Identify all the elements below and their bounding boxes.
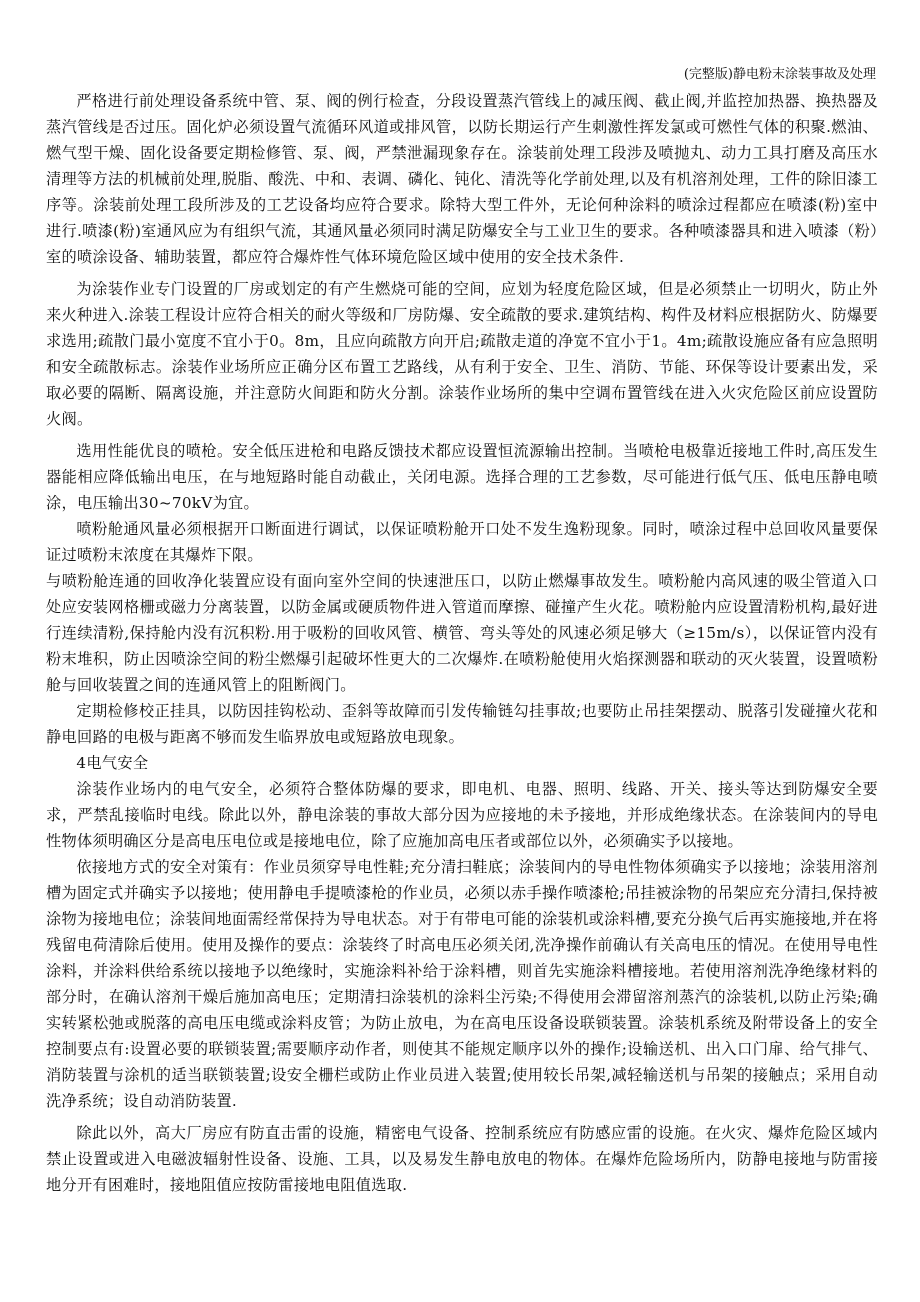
paragraph-spray-gun: 选用性能优良的喷枪。安全低压进枪和电路反馈技术都应设置恒流源输出控制。当喷枪电极靠近接地工件时,高压发生器能相应降低输出电压，在与地短路时能自动截止，关闭电源。选择合理的工艺参数，尽可能进行低气压、低电压静电喷涂，电压输出30~70kV为宜。 xyxy=(46,442,878,512)
page-header-title: (完整版)静电粉末涂装事故及处理 xyxy=(683,67,876,82)
paragraph-electrical-safety: 涂装作业场内的电气安全，必须符合整体防爆的要求，即电机、电器、照明、线路、开关、接头等达到防爆安全要求，严禁乱接临时电线。除此以外，静电涂装的事故大部分因为应接地的未予接地，并形成绝缘状态。在涂装间内的导电性物体须明确区分是高电压电位或是接地电位，除了应施加高电压者或部位以外，必须确实予以接地。 xyxy=(46,780,878,850)
paragraph-workshop-fire-safety: 为涂装作业专门设置的厂房或划定的有产生燃烧可能的空间，应划为轻度危险区域，但是必须禁止一切明火，防止外来火种进入.涂装工程设计应符合相关的耐火等级和厂房防爆、安全疏散的要求.建筑结构、构件及材料应根据防火、防爆要求选用;疏散门最小宽度不宜小于0。8m，且应向疏散方向开启;疏散走道的净宽不宜小于1。4m;疏散设施应备有应急照明和安全疏散标志。涂装作业场所应正确分区布置工艺路线，从有利于安全、卫生、消防、节能、环保等设计要素出发，采取必要的隔断、隔离设施，并注意防火间距和防火分割。涂装作业场所的集中空调布置管线在进入火灾危险区前应设置防火阀。 xyxy=(46,280,878,428)
paragraph-hanger-maintenance: 定期检修校正挂具，以防因挂钩松动、歪斜等故障而引发传输链勾挂事故;也要防止吊挂架摆动、脱落引发碰撞火花和静电回路的电极与距离不够而发生临界放电或短路放电现象。 xyxy=(46,702,878,746)
paragraph-booth-ventilation: 喷粉舱通风量必须根据开口断面进行调试，以保证喷粉舱开口处不发生逸粉现象。同时，喷涂过程中总回收风量要保证过喷粉末浓度在其爆炸下限。 xyxy=(46,520,878,564)
paragraph-lightning-protection: 除此以外，高大厂房应有防直击雷的设施，精密电气设备、控制系统应有防感应雷的设施。在火灾、爆炸危险区域内禁止设置或进入电磁波辐射性设备、设施、工具，以及易发生静电放电的物体。在爆炸危险场所内，防静电接地与防雷接地分开有困难时，接地阻值应按防雷接地电阻值选取. xyxy=(46,1124,878,1194)
paragraph-pretreatment: 严格进行前处理设备系统中管、泵、阀的例行检查，分段设置蒸汽管线上的减压阀、截止阀,并监控加热器、换热器及蒸汽管线是否过压。固化炉必须设置气流循环风道或排风管，以防长期运行产生刺激性挥发氯或可燃性气体的积聚.燃油、燃气型干燥、固化设备要定期检修管、泵、阀，严禁泄漏现象存在。涂装前处理工段涉及喷抛丸、动力工具打磨及高压水清理等方法的机械前处理,脱脂、酸洗、中和、表调、磷化、钝化、清洗等化学前处理,以及有机溶剂处理，工件的除旧漆工序等。涂装前处理工段所涉及的工艺设备均应符合要求。除特大型工件外，无论何种涂料的喷涂过程都应在喷漆(粉)室中进行.喷漆(粉)室通风应为有组织气流，其通风量必须同时满足防爆安全与工业卫生的要求。各种喷漆器具和进入喷漆（粉）室的喷涂设备、辅助装置，都应符合爆炸性气体环境危险区域中使用的安全技术条件. xyxy=(46,92,878,266)
document-body xyxy=(46,88,878,1198)
paragraph-grounding-measures: 依接地方式的安全对策有：作业员须穿导电性鞋;充分清扫鞋底；涂装间内的导电性物体须确实予以接地；涂装用溶剂槽为固定式并确实予以接地；使用静电手提喷漆枪的作业员，必须以赤手操作喷漆枪;吊挂被涂物的吊架应充分清扫,保持被涂物为接地电位；涂装间地面需经常保持为导电状态。对于有带电可能的涂装机或涂料槽,要充分换气后再实施接地,并在将残留电荷清除后使用。使用及操作的要点：涂装终了时高电压必须关闭,洗净操作前确认有关高电压的情况。在使用导电性涂料，并涂料供给系统以接地予以绝缘时，实施涂料补给于涂料槽，则首先实施涂料槽接地。若使用溶剂洗净绝缘材料的部分时，在确认溶剂干燥后施加高电压；定期清扫涂装机的涂料尘污染;不得使用会滞留溶剂蒸汽的涂装机,以防止污染;确实转紧松弛或脱落的高电压电缆或涂料皮管；为防止放电，为在高电压设备设联锁装置。涂装机系统及附带设备上的安全控制要点有:设置必要的联锁装置;需要顺序动作者，则使其不能规定顺序以外的操作;设输送机、出入口门扉、给气排气、消防装置与涂机的适当联锁装置;设安全栅栏或防止作业员进入装置;使用较长吊架,减轻输送机与吊架的接触点；采用自动洗净系统；设自动消防装置. xyxy=(46,858,878,1110)
section-heading-electrical-safety: 4电气安全 xyxy=(76,754,149,772)
paragraph-recovery-device: 与喷粉舱连通的回收净化装置应设有面向室外空间的快速泄压口，以防止燃爆事故发生。喷粉舱内高风速的吸尘管道入口处应安装网格栅或磁力分离装置，以防金属或硬质物件进入管道而摩擦、碰撞产生火花。喷粉舱内应设置清粉机构,最好进行连续清粉,保持舱内没有沉积粉.用于吸粉的回收风管、横管、弯头等处的风速必须足够大（≥15m/s），以保证管内没有粉末堆积，防止因喷涂空间的粉尘燃爆引起破坏性更大的二次爆炸.在喷粉舱使用火焰探测器和联动的灭火装置，设置喷粉舱与回收装置之间的连通风管上的阻断阀门。 xyxy=(46,572,878,694)
